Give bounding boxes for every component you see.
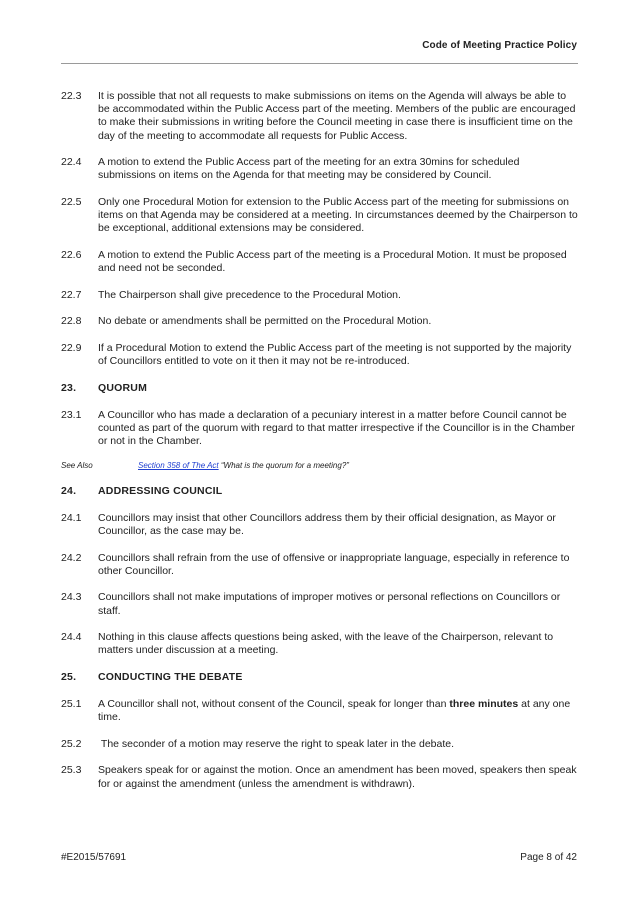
clause-text: A Councillor who has made a declaration of a pecuniary interest in a matter before Council cannot be counted as part of the quorum with regard to that matter irrespective if the Councillor is in the Chamber or not in the Chamber. <box>98 408 575 448</box>
clause-text-emphasis: three minutes <box>449 697 519 710</box>
clause-24-4 <box>61 631 578 657</box>
clause-number: 22.8 <box>61 315 82 328</box>
section-heading-conducting-debate <box>61 671 578 684</box>
document-body <box>61 90 578 804</box>
clause-number: 24.3 <box>61 591 82 604</box>
see-also-label: See Also <box>61 460 93 470</box>
section-number: 24. <box>61 484 77 497</box>
clause-number: 22.4 <box>61 156 82 169</box>
clause-number: 22.5 <box>61 196 82 208</box>
clause-number: 25.1 <box>61 697 82 710</box>
section-title: CONDUCTING THE DEBATE <box>98 670 243 683</box>
clause-number: 22.6 <box>61 249 82 261</box>
see-also-content <box>138 460 349 471</box>
section-title: QUORUM <box>98 381 148 394</box>
see-also-text: “What is the quorum for a meeting?” <box>220 460 349 470</box>
clause-text: Councillors shall not make imputations of improper motives or personal reflections on Councillors or staff. <box>98 591 561 617</box>
clause-text: Only one Procedural Motion for extension to the Public Access part of the meeting for submissions on items on that Agenda may be considered at a meeting. In circumstances deemed by the Chairperson to be exceptional, additional extensions may be considered. <box>98 196 578 235</box>
clause-number: 22.9 <box>61 341 82 354</box>
header-divider <box>61 63 578 64</box>
clause-number: 24.4 <box>61 631 82 644</box>
clause-22-6 <box>61 249 578 275</box>
clause-text <box>98 698 578 724</box>
see-also-reference <box>61 460 578 471</box>
page-number: Page 8 of 42 <box>520 852 577 863</box>
clause-text: Nothing in this clause affects questions being asked, with the leave of the Chairperson, relevant to matters under discussion at a meeting. <box>98 631 554 657</box>
section-title: ADDRESSING COUNCIL <box>98 484 223 497</box>
clause-22-3 <box>61 90 578 143</box>
clause-text: Councillors shall refrain from the use of offensive or inappropriate language, especially in reference to other Councillor. <box>98 551 570 577</box>
clause-text: Councillors may insist that other Councillors address them by their official designation, as Mayor or Councillor, as the case may be. <box>98 511 556 537</box>
clause-text-start: A Councillor shall not, without consent of the Council, speak for longer than <box>98 697 450 710</box>
act-section-link[interactable]: Section 358 of The Act <box>138 460 219 470</box>
section-number: 23. <box>61 381 77 394</box>
section-number: 25. <box>61 670 77 683</box>
clause-number: 22.3 <box>61 90 82 102</box>
clause-24-3 <box>61 591 578 617</box>
clause-25-2 <box>61 738 578 751</box>
clause-number: 25.3 <box>61 764 82 777</box>
clause-text-end: at any one time. <box>98 697 571 724</box>
clause-text: A motion to extend the Public Access part of the meeting is a Procedural Motion. It must be proposed and need not be seconded. <box>98 249 567 275</box>
clause-number: 25.2 <box>61 737 82 750</box>
clause-24-2 <box>61 552 578 578</box>
document-header-title: Code of Meeting Practice Policy <box>422 40 577 51</box>
clause-text: The seconder of a motion may reserve the right to speak later in the debate. <box>98 737 455 750</box>
clause-number: 24.2 <box>61 551 82 564</box>
section-heading-addressing-council <box>61 485 578 498</box>
clause-22-5 <box>61 196 578 236</box>
clause-24-1 <box>61 512 578 538</box>
clause-22-4 <box>61 156 578 182</box>
clause-text: Speakers speak for or against the motion. Once an amendment has been moved, speakers then speak for or against the amendment (unless the amendment is withdrawn). <box>98 764 577 790</box>
clause-25-3 <box>61 764 578 790</box>
clause-text: It is possible that not all requests to make submissions on items on the Agenda will always be able to be accommodated within the Public Access part of the meeting. Members of the public are encouraged to make their submissions in writing before the Council meeting in case there is insufficient time on the day of the meeting to accommodate all requests for Public Access. <box>98 90 576 142</box>
clause-22-8 <box>61 315 578 328</box>
clause-22-7 <box>61 289 578 302</box>
section-heading-quorum <box>61 382 578 395</box>
document-reference: #E2015/57691 <box>61 852 127 863</box>
clause-23-1 <box>61 409 578 449</box>
clause-number: 22.7 <box>61 288 82 301</box>
clause-text: If a Procedural Motion to extend the Public Access part of the meeting is not supported by the majority of Councillors entitled to vote on it then it may not be re-introduced. <box>98 341 572 368</box>
clause-22-9 <box>61 342 578 368</box>
clause-text: No debate or amendments shall be permitted on the Procedural Motion. <box>98 315 432 328</box>
clause-number: 23.1 <box>61 408 82 421</box>
clause-number: 24.1 <box>61 511 82 524</box>
clause-text: The Chairperson shall give precedence to the Procedural Motion. <box>98 288 401 301</box>
clause-text: A motion to extend the Public Access part of the meeting for an extra 30mins for scheduled submissions on items on the Agenda for that meeting may be considered by Council. <box>98 156 520 182</box>
clause-25-1 <box>61 698 578 724</box>
